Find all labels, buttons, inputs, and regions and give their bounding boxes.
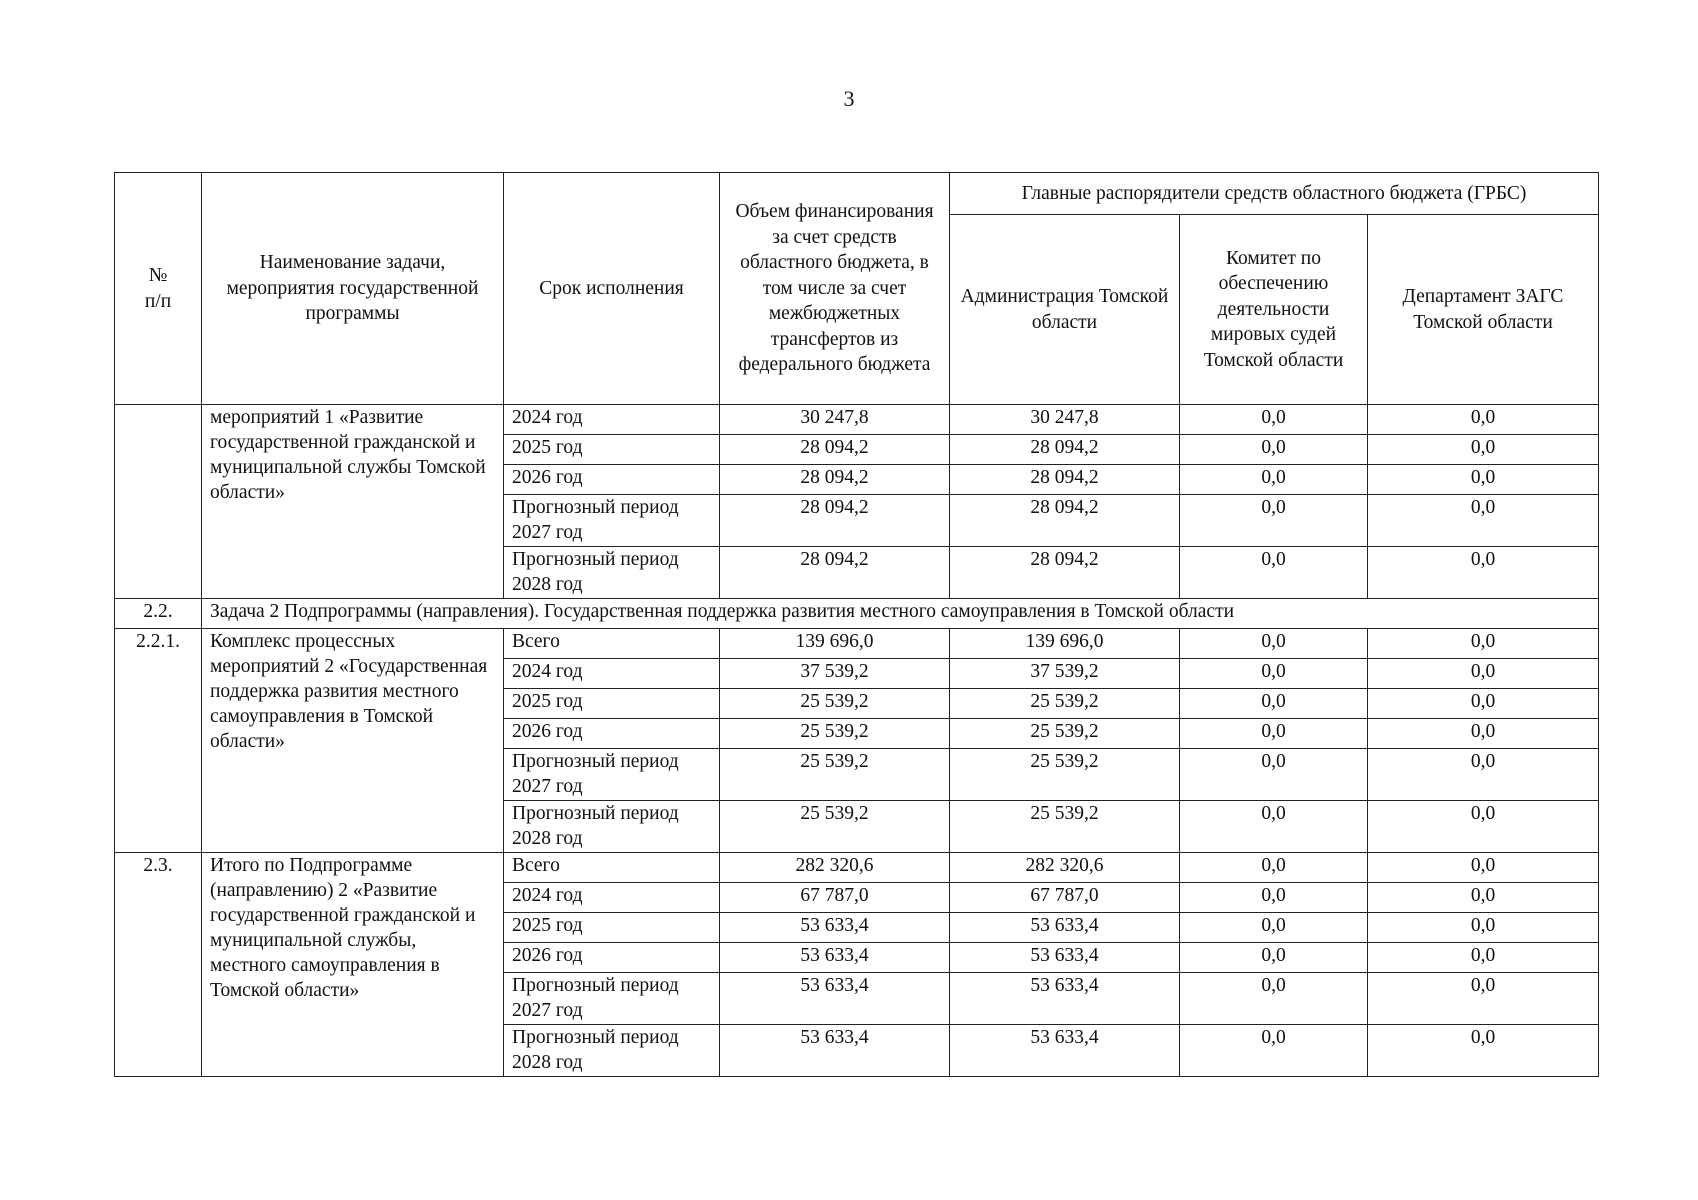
term-cell: Прогнозный период 2027 год	[504, 973, 720, 1025]
header-grbs: Главные распорядители средств областного бюджета (ГРБС)	[950, 173, 1599, 215]
zags-cell: 0,0	[1368, 801, 1599, 853]
volume-cell: 25 539,2	[720, 719, 950, 749]
volume-cell: 139 696,0	[720, 629, 950, 659]
task-name: Итого по Подпрограмме (направлению) 2 «Развитие государственной гражданской и муниципальной службы, местного самоуправления в Томской области»	[202, 853, 504, 1077]
zags-cell: 0,0	[1368, 1025, 1599, 1077]
section-title: Задача 2 Подпрограммы (направления). Государственная поддержка развития местного самоуправления в Томской области	[202, 599, 1599, 629]
budget-table	[114, 172, 1599, 1077]
zags-cell: 0,0	[1368, 465, 1599, 495]
admin-cell: 282 320,6	[950, 853, 1180, 883]
zags-cell: 0,0	[1368, 495, 1599, 547]
committee-cell: 0,0	[1180, 973, 1368, 1025]
volume-cell: 53 633,4	[720, 973, 950, 1025]
header-term: Срок исполнения	[504, 173, 720, 405]
term-cell: 2026 год	[504, 465, 720, 495]
committee-cell: 0,0	[1180, 801, 1368, 853]
row-num-cell	[115, 405, 202, 599]
volume-cell: 30 247,8	[720, 405, 950, 435]
volume-cell: 25 539,2	[720, 749, 950, 801]
zags-cell: 0,0	[1368, 435, 1599, 465]
header-name: Наименование задачи, мероприятия государственной программы	[202, 173, 504, 405]
admin-cell: 67 787,0	[950, 883, 1180, 913]
zags-cell: 0,0	[1368, 749, 1599, 801]
admin-cell: 25 539,2	[950, 719, 1180, 749]
admin-cell: 139 696,0	[950, 629, 1180, 659]
committee-cell: 0,0	[1180, 719, 1368, 749]
committee-cell: 0,0	[1180, 435, 1368, 465]
term-cell: Всего	[504, 629, 720, 659]
zags-cell: 0,0	[1368, 405, 1599, 435]
term-cell: Прогнозный период 2027 год	[504, 495, 720, 547]
volume-cell: 53 633,4	[720, 1025, 950, 1077]
committee-cell: 0,0	[1180, 659, 1368, 689]
term-cell: Прогнозный период 2028 год	[504, 1025, 720, 1077]
committee-cell: 0,0	[1180, 943, 1368, 973]
zags-cell: 0,0	[1368, 973, 1599, 1025]
zags-cell: 0,0	[1368, 659, 1599, 689]
volume-cell: 28 094,2	[720, 465, 950, 495]
task-name: мероприятий 1 «Развитие государственной гражданской и муниципальной службы Томской области»	[202, 405, 504, 599]
volume-cell: 53 633,4	[720, 913, 950, 943]
table-row	[115, 405, 1599, 435]
section-num: 2.2.	[115, 599, 202, 629]
term-cell: 2024 год	[504, 659, 720, 689]
zags-cell: 0,0	[1368, 943, 1599, 973]
row-num-cell: 2.3.	[115, 853, 202, 1077]
volume-cell: 28 094,2	[720, 495, 950, 547]
admin-cell: 53 633,4	[950, 943, 1180, 973]
admin-cell: 53 633,4	[950, 1025, 1180, 1077]
admin-cell: 25 539,2	[950, 689, 1180, 719]
volume-cell: 25 539,2	[720, 689, 950, 719]
zags-cell: 0,0	[1368, 853, 1599, 883]
volume-cell: 28 094,2	[720, 547, 950, 599]
zags-cell: 0,0	[1368, 883, 1599, 913]
committee-cell: 0,0	[1180, 853, 1368, 883]
term-cell: 2026 год	[504, 943, 720, 973]
row-num-cell: 2.2.1.	[115, 629, 202, 853]
zags-cell: 0,0	[1368, 547, 1599, 599]
admin-cell: 28 094,2	[950, 465, 1180, 495]
volume-cell: 28 094,2	[720, 435, 950, 465]
term-cell: Прогнозный период 2027 год	[504, 749, 720, 801]
admin-cell: 25 539,2	[950, 801, 1180, 853]
volume-cell: 37 539,2	[720, 659, 950, 689]
admin-cell: 25 539,2	[950, 749, 1180, 801]
section-row	[115, 599, 1599, 629]
zags-cell: 0,0	[1368, 629, 1599, 659]
admin-cell: 53 633,4	[950, 913, 1180, 943]
header-zags: Департамент ЗАГС Томской области	[1368, 215, 1599, 405]
admin-cell: 28 094,2	[950, 495, 1180, 547]
committee-cell: 0,0	[1180, 883, 1368, 913]
header-num: № п/п	[115, 173, 202, 405]
admin-cell: 37 539,2	[950, 659, 1180, 689]
admin-cell: 30 247,8	[950, 405, 1180, 435]
committee-cell: 0,0	[1180, 495, 1368, 547]
table-row	[115, 629, 1599, 659]
term-cell: Прогнозный период 2028 год	[504, 547, 720, 599]
committee-cell: 0,0	[1180, 689, 1368, 719]
volume-cell: 67 787,0	[720, 883, 950, 913]
term-cell: 2024 год	[504, 405, 720, 435]
term-cell: 2025 год	[504, 689, 720, 719]
admin-cell: 28 094,2	[950, 547, 1180, 599]
committee-cell: 0,0	[1180, 1025, 1368, 1077]
term-cell: 2024 год	[504, 883, 720, 913]
volume-cell: 25 539,2	[720, 801, 950, 853]
header-committee: Комитет по обеспечению деятельности мировых судей Томской области	[1180, 215, 1368, 405]
committee-cell: 0,0	[1180, 629, 1368, 659]
term-cell: 2026 год	[504, 719, 720, 749]
header-admin: Администрация Томской области	[950, 215, 1180, 405]
table-row	[115, 853, 1599, 883]
admin-cell: 53 633,4	[950, 973, 1180, 1025]
volume-cell: 282 320,6	[720, 853, 950, 883]
term-cell: Прогнозный период 2028 год	[504, 801, 720, 853]
volume-cell: 53 633,4	[720, 943, 950, 973]
committee-cell: 0,0	[1180, 405, 1368, 435]
header-volume: Объем финансирования за счет средств областного бюджета, в том числе за счет межбюджетных трансфертов из федерального бюджета	[720, 173, 950, 405]
zags-cell: 0,0	[1368, 719, 1599, 749]
committee-cell: 0,0	[1180, 749, 1368, 801]
term-cell: Всего	[504, 853, 720, 883]
committee-cell: 0,0	[1180, 465, 1368, 495]
zags-cell: 0,0	[1368, 913, 1599, 943]
page-number: 3	[843, 86, 855, 111]
term-cell: 2025 год	[504, 913, 720, 943]
term-cell: 2025 год	[504, 435, 720, 465]
task-name: Комплекс процессных мероприятий 2 «Государственная поддержка развития местного самоуправления в Томской области»	[202, 629, 504, 853]
committee-cell: 0,0	[1180, 547, 1368, 599]
zags-cell: 0,0	[1368, 689, 1599, 719]
committee-cell: 0,0	[1180, 913, 1368, 943]
admin-cell: 28 094,2	[950, 435, 1180, 465]
